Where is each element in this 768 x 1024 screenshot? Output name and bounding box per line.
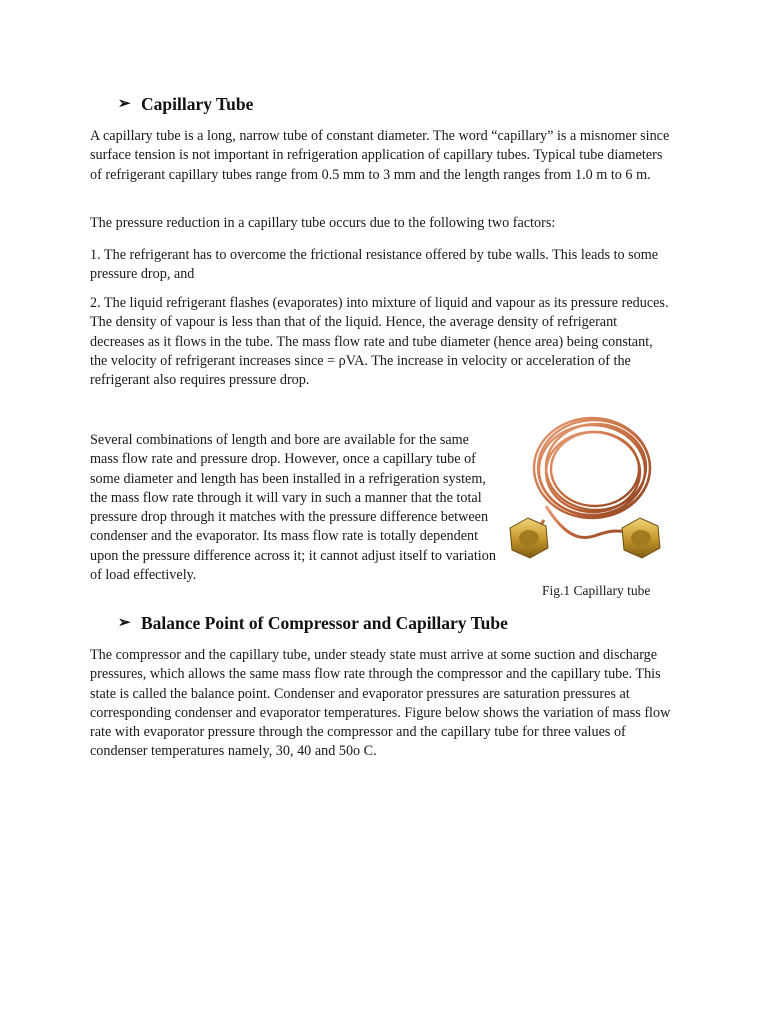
paragraph-definition: A capillary tube is a long, narrow tube of constant diameter. The word “capillary” is a misnomer since surface tension is not important in refrigeration application of capillary tubes. Typical tube diameters of refrigerant capillary tubes range from 0.5 mm to 3 mm and the length ranges from 1.0 m to 6 m. [90, 128, 670, 183]
paragraph-factor-2: 2. The liquid refrigerant flashes (evaporates) into mixture of liquid and vapour as its pressure reduces. The density of vapour is less than that of the liquid. Hence, the average density of refrigerant decreases as it flows in the tube. The mass flow rate and tube diameter (hence area) being constant, the velocity of refrigerant increases since = ρVA. The increase in velocity or acceleration of the refrigerant also requires pressure drop. [90, 295, 669, 389]
paragraph-factors-intro: The pressure reduction in a capillary tube occurs due to the following two factors: [90, 215, 556, 231]
section-title: Capillary Tube [141, 94, 254, 114]
left-brass-nut [510, 518, 548, 558]
right-brass-nut [622, 518, 660, 558]
arrow-bullet-icon: ➢ [118, 96, 131, 112]
arrow-bullet-icon: ➢ [118, 615, 131, 631]
capillary-tube-coil-icon [506, 410, 666, 575]
paragraph-combinations: Several combinations of length and bore are available for the same mass flow rate and pressure drop. However, once a capillary tube of some diameter and length has been installed in a refrigeration system, the mass flow rate through it will vary in such a manner that the total pressure drop through it matches with the pressure difference between condenser and the evaporator. Its mass flow rate is totally dependent upon the pressure difference across it; it cannot adjust itself to variation of load effectively. [90, 432, 496, 584]
paragraph-balance-point: The compressor and the capillary tube, under steady state must arrive at some suction and discharge pressures, which allows the same mass flow rate through the compressor and the capillary tube. This state is called the balance point. Condenser and evaporator pressures are saturation pressures at corresponding condenser and evaporator temperatures. Figure below shows the variation of mass flow rate with evaporator pressure through the compressor and the capillary tube for three values of condenser temperatures namely, 30, 40 and 50o C. [90, 647, 671, 760]
capillary-tube-image [506, 410, 666, 575]
section-heading-capillary-tube [118, 94, 253, 115]
paragraph-factor-1: 1. The refrigerant has to overcome the frictional resistance offered by tube walls. This leads to some pressure drop, and [90, 247, 659, 283]
section-title: Balance Point of Compressor and Capillary Tube [141, 613, 508, 633]
figure-caption: Fig.1 Capillary tube [542, 583, 651, 598]
section-heading-balance-point [118, 613, 508, 634]
